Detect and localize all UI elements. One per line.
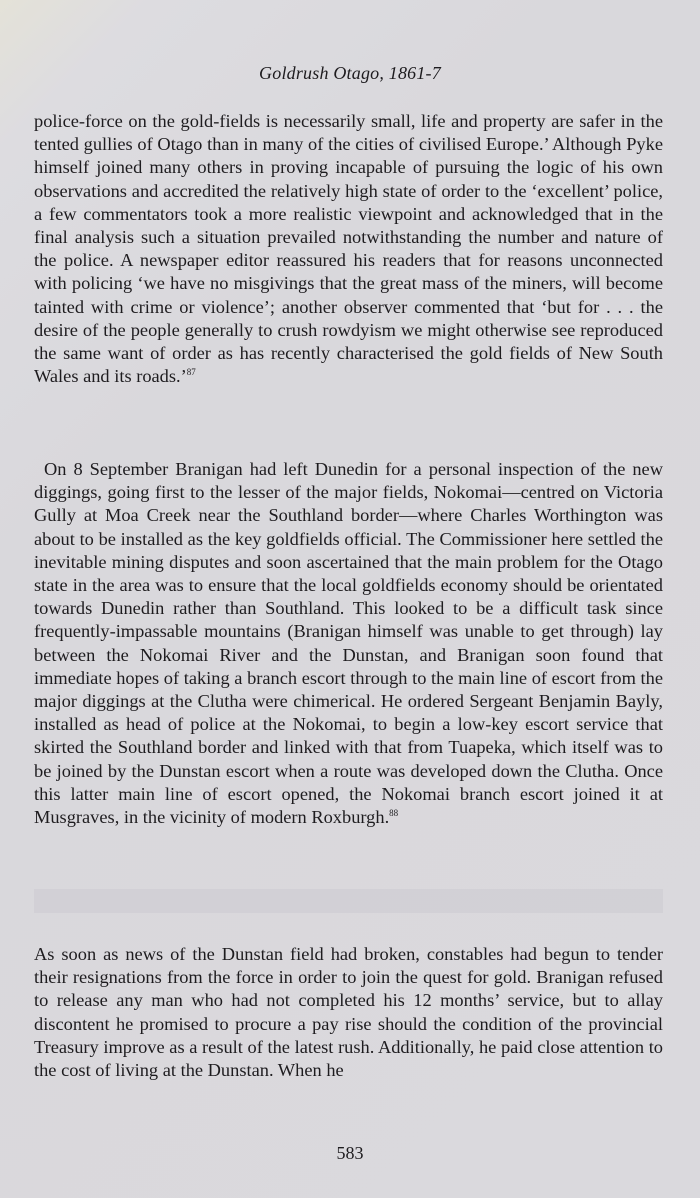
paragraph-block-2 (34, 458, 663, 829)
paragraph-block-1 (34, 110, 663, 388)
paragraph-1-text: police-force on the gold-fields is necessarily small, life and property are safer in the tented gullies of Otago than in many of the cities of civilised Europe.’ Although Pyke himself joined many others in proving incapable of pursuing the logic of his own observations and accredited the relatively high state of order to the ‘excellent’ police, a few commentators took a more realistic viewpoint and acknowledged that in the final analysis such a situation prevailed notwithstanding the number and nature of the police. A newspaper editor reassured his readers that for reasons unconnected with policing ‘we have no misgivings that the great mass of the miners, will become tainted with crime or violence’; another observer commented that ‘but for . . . the desire of the people generally to crush rowdyism we might otherwise see reproduced the same want of order as has recently characterised the gold fields of New South Wales and its roads.’ (34, 111, 663, 387)
paragraph-block-3 (34, 943, 663, 1082)
paragraph-1 (34, 110, 663, 388)
footnote-ref-87: 87 (186, 367, 196, 378)
paragraph-3-text: As soon as news of the Dunstan field had broken, constables had begun to tender their resignations from the force in order to join the quest for gold. Branigan refused to release any man who had not completed his 12 months’ service, but to allay discontent he promised to procure a pay rise should the condition of the provincial Treasury improve as a result of the latest rush. Additionally, he paid close attention to the cost of living at the Dunstan. When he (34, 944, 663, 1081)
footnote-ref-88: 88 (389, 807, 399, 818)
page-number: 583 (336, 1143, 364, 1163)
running-head: Goldrush Otago, 1861-7 (259, 63, 441, 83)
paragraph-2-text: On 8 September Branigan had left Dunedin for a personal inspection of the new diggings, going first to the lesser of the major fields, Nokomai—centred on Victoria Gully at Moa Creek near the Southland border—where Charles Worthington was about to be installed as the key goldfields official. The Commissioner here settled the inevitable mining disputes and soon ascertained that the main problem for the Otago state in the area was to ensure that the local goldfields economy should be orientated towards Dunedin rather than Southland. This looked to be a difficult task since frequently-impassable mountains (Branigan himself was unable to get through) lay between the Nokomai River and the Dunstan, and Branigan soon found that immediate hopes of taking a branch escort through to the main line of escort from the major diggings at the Clutha were chimerical. He ordered Sergeant Benjamin Bayly, installed as head of police at the Nokomai, to begin a low-key escort service that skirted the Southland border and linked with that from Tuapeka, which itself was to be joined by the Dunstan escort when a route was developed down the Clutha. Once this latter main line of escort opened, the Nokomai branch escort joined it at Musgraves, in the vicinity of modern Roxburgh. (34, 459, 663, 828)
paragraph-2 (34, 458, 663, 829)
section-break (34, 889, 663, 913)
paragraph-3 (34, 943, 663, 1082)
